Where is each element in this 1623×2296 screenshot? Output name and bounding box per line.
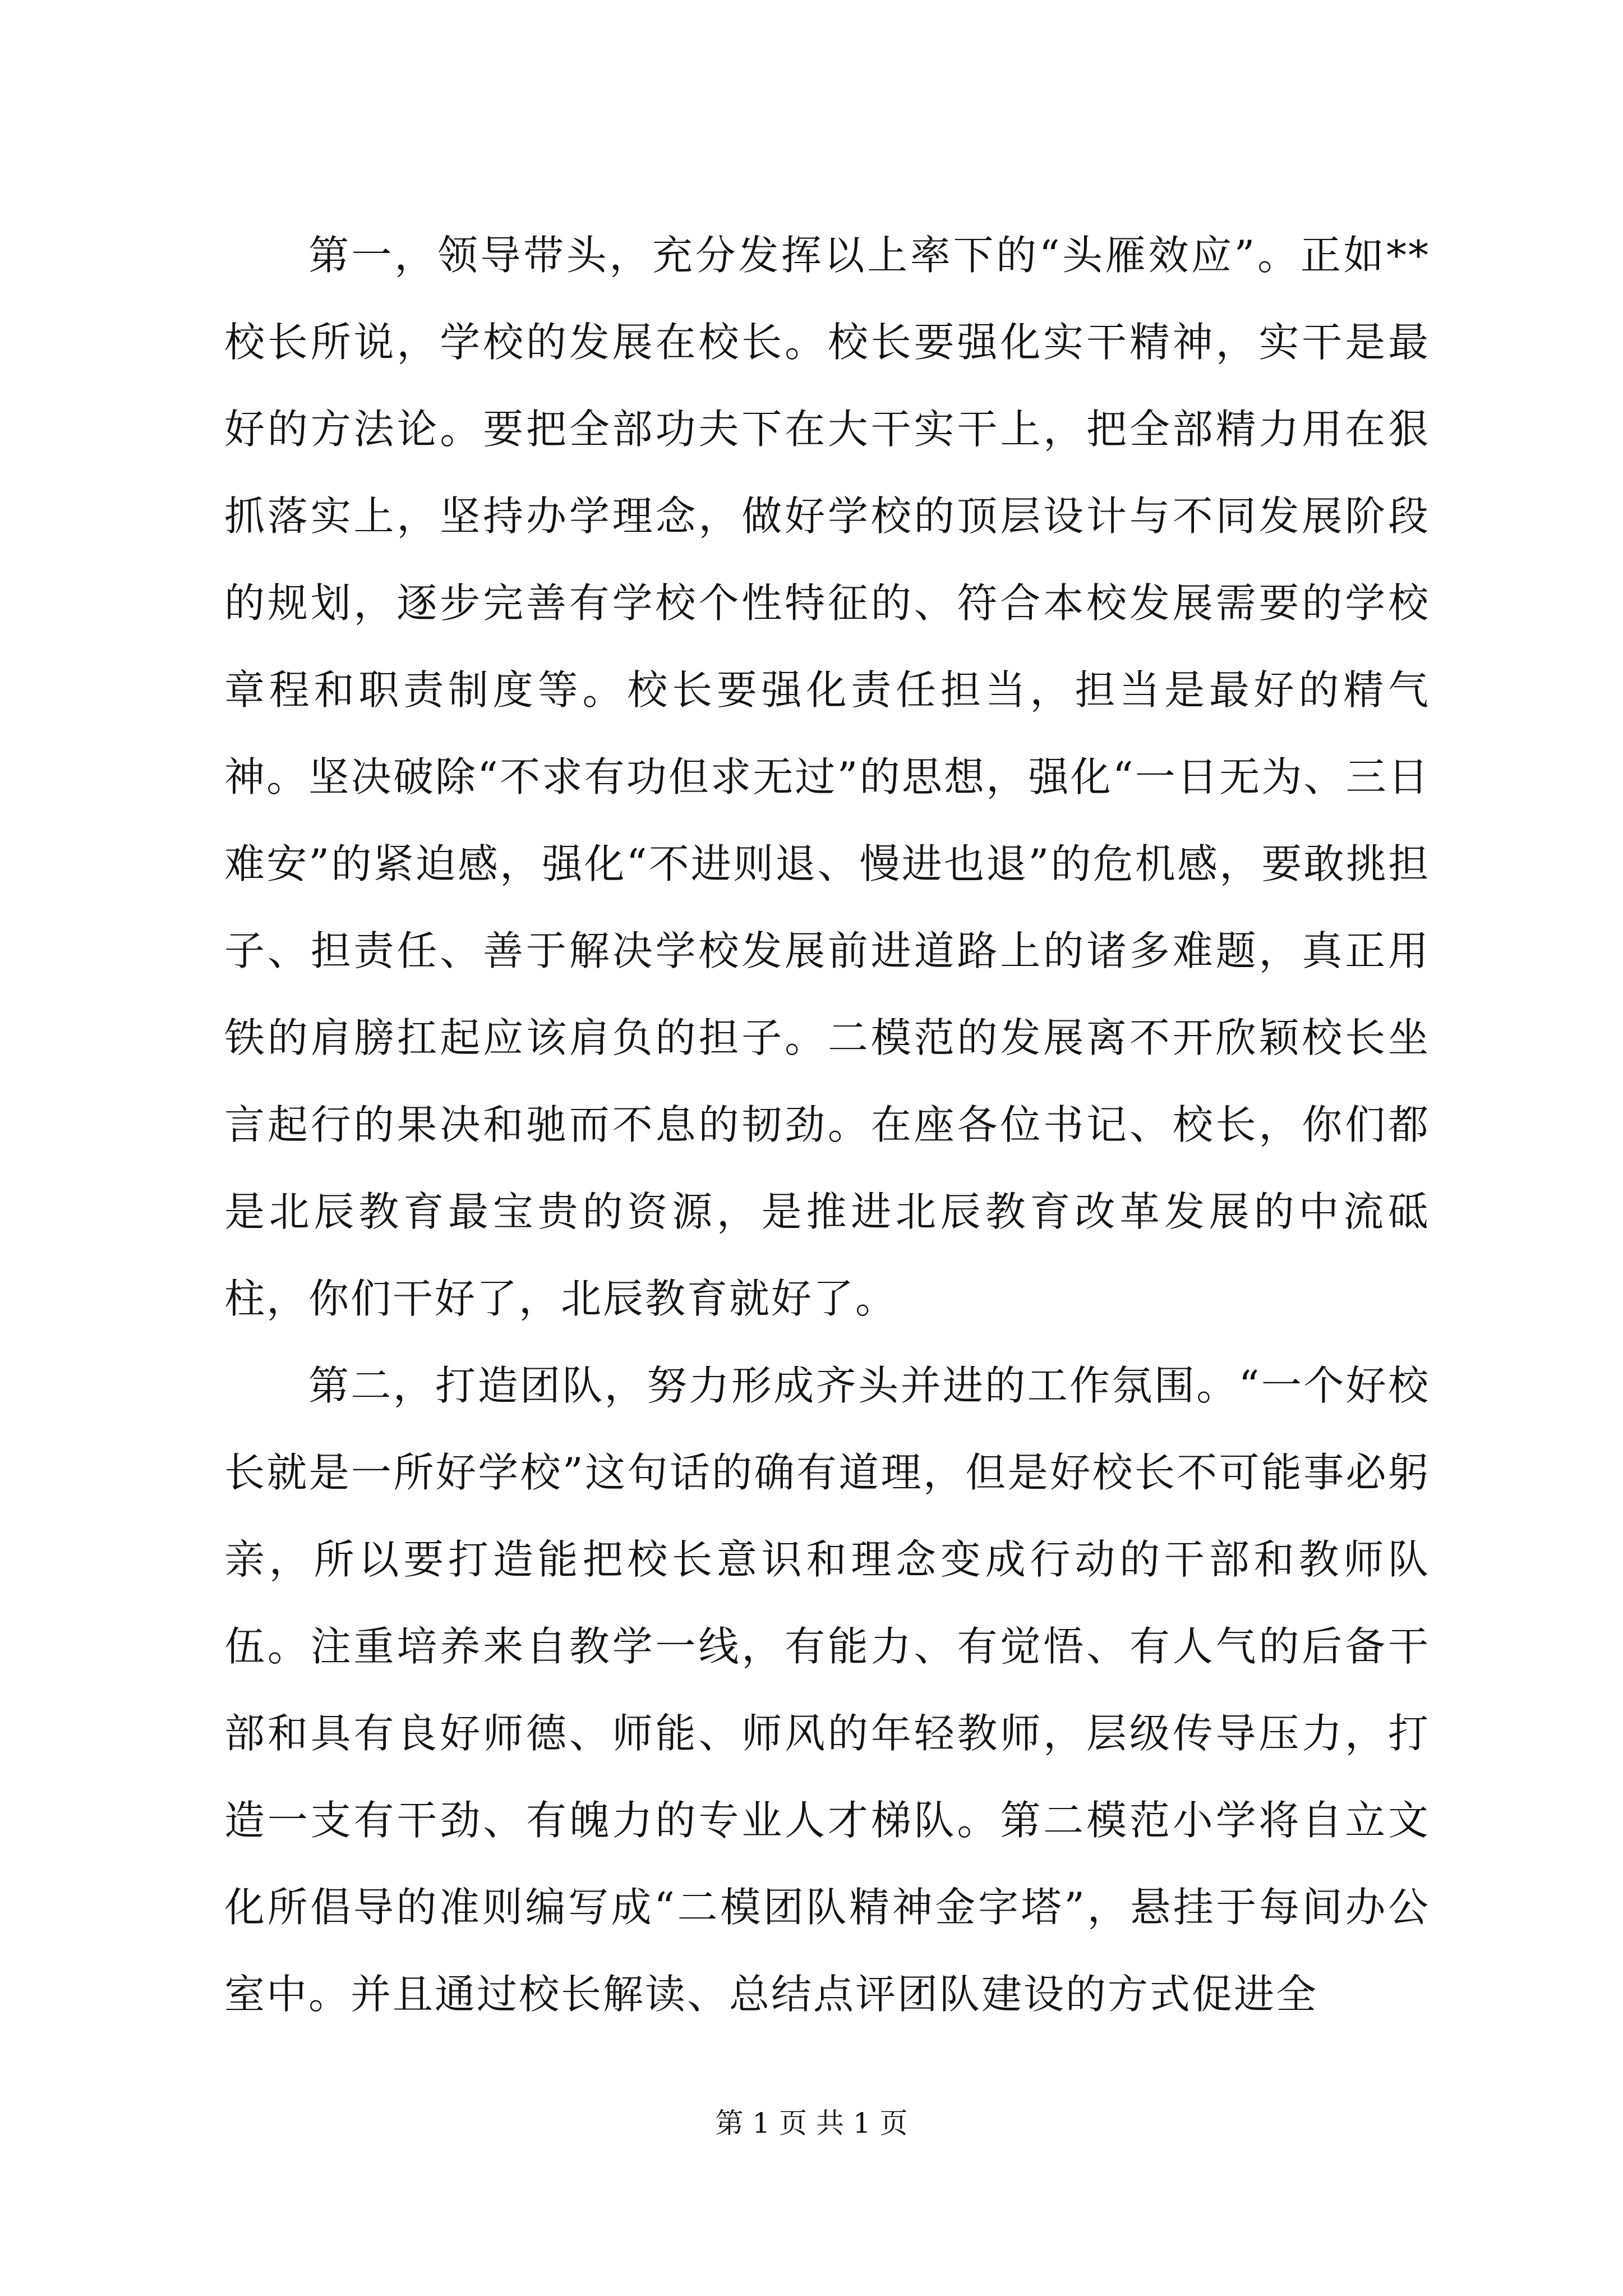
- page-footer: 第 1 页 共 1 页: [715, 2107, 908, 2139]
- paragraph-1: 第一，领导带头，充分发挥以上率下的“头雁效应”。正如**校长所说，学校的发展在校长。校长要强化实干精神，实干是最好的方法论。要把全部功夫下在大干实干上，把全部精力用在狠抓落实上，坚持办学理念，做好学校的顶层设计与不同发展阶段的规划，逐步完善有学校个性特征的、符合本校发展需要的学校章程和职责制度等。校长要强化责任担当，担当是最好的精气神。坚决破除“不求有功但求无过”的思想，强化“一日无为、三日难安”的紧迫感，强化“不进则退、慢进也退”的危机感，要敢挑担子、担责任、善于解决学校发展前进道路上的诸多难题，真正用铁的肩膀扛起应该肩负的担子。二模范的发展离不开欣颖校长坐言起行的果决和驰而不息的韧劲。在座各位书记、校长，你们都是北辰教育最宝贵的资源，是推进北辰教育改革发展的中流砥柱，你们干好了，北辰教育就好了。: [224, 232, 1430, 1322]
- paragraph-2: 第二，打造团队，努力形成齐头并进的工作氛围。“一个好校长就是一所好学校”这句话的确有道理，但是好校长不可能事必躬亲，所以要打造能把校长意识和理念变成行动的干部和教师队伍。注重培养来自教学一线，有能力、有觉悟、有人气的后备干部和具有良好师德、师能、师风的年轻教师，层级传导压力，打造一支有干劲、有魄力的专业人才梯队。第二模范小学将自立文化所倡导的准则编写成“二模团队精神金字塔”，悬挂于每间办公室中。并且通过校长解读、总结点评团队建设的方式促进全: [224, 1362, 1430, 2018]
- document-body: [224, 212, 1430, 2038]
